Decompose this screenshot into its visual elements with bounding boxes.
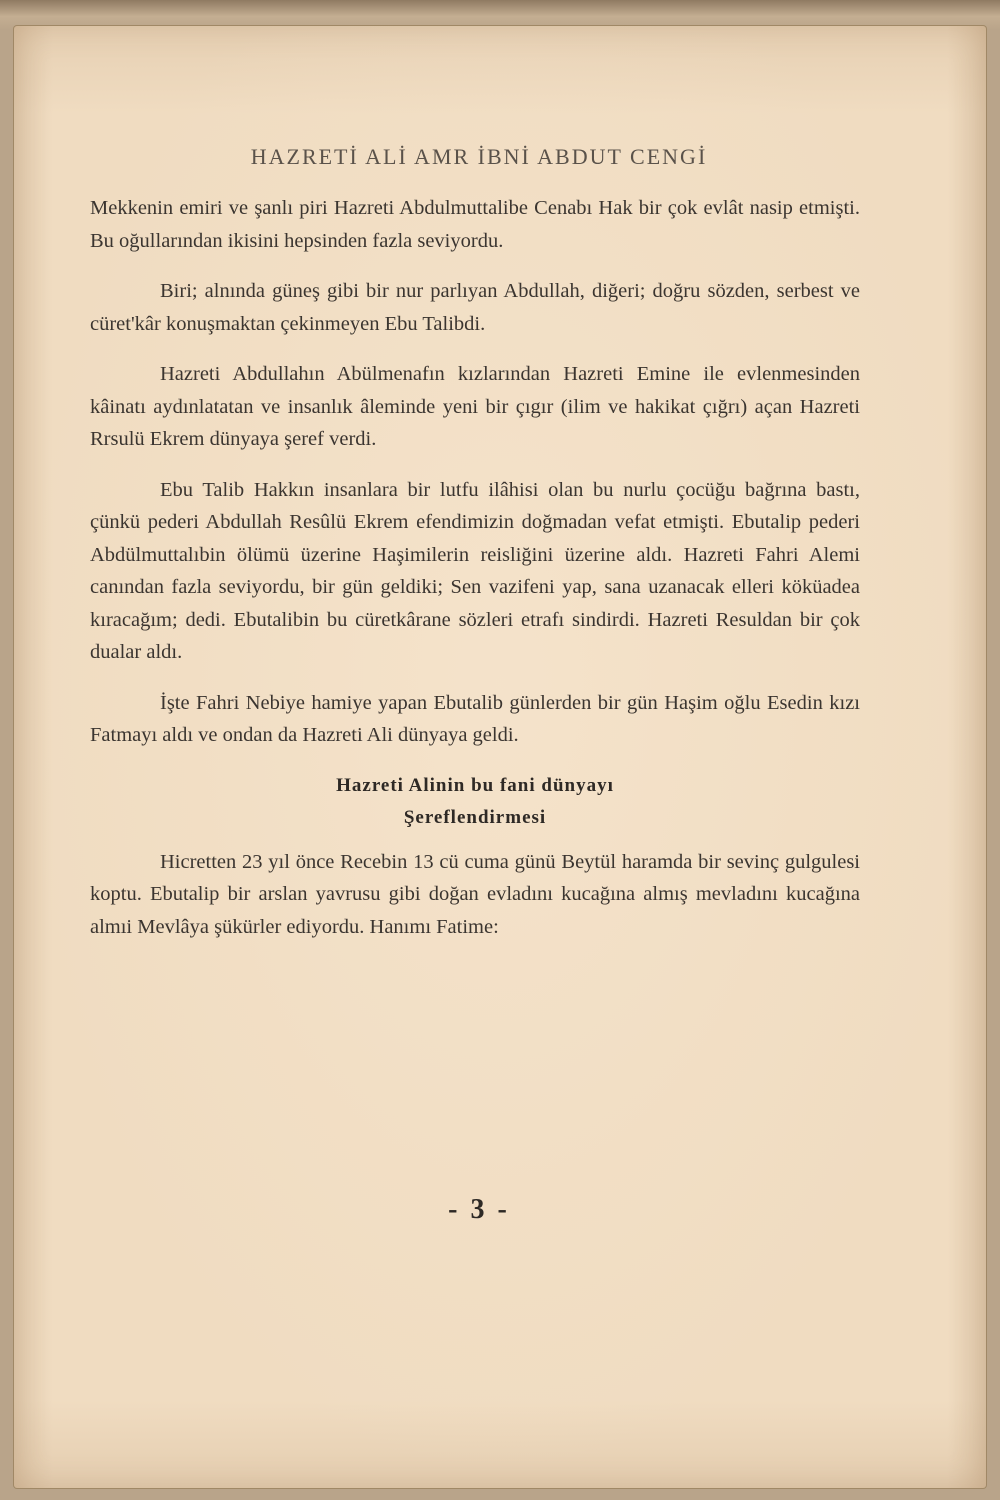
section-heading-line-1: Hazreti Alinin bu fani dünyayı xyxy=(336,774,614,796)
closing-paragraph: Hicretten 23 yıl önce Recebin 13 cü cuma günü Beytül haramda bir sevinç gulgulesi koptu. Ebutalip bir arslan yavrusu gibi doğan evladını kucağına almış mevladını kucağına almıi Mevlâya şükürler ediyordu. Hanımı Fatime: xyxy=(90,850,860,938)
page-number: - 3 - xyxy=(448,1194,510,1225)
body-text xyxy=(90,192,860,961)
paragraph-5: İşte Fahri Nebiye hamiye yapan Ebutalib günlerden bir gün Haşim oğlu Esedin kızı Fatmayı aldı ve ondan da Hazreti Ali dünyaya geldi. xyxy=(90,691,860,746)
running-title: HAZRETİ ALİ AMR İBNİ ABDUT CENGİ xyxy=(250,144,708,169)
section-heading-line-2: Şereflendirmesi xyxy=(403,806,547,828)
book-page xyxy=(14,26,986,1488)
paragraph-2: Biri; alnında güneş gibi bir nur parlıyan Abdullah, diğeri; doğru sözden, serbest ve cüret'kâr konuşmaktan çekinmeyen Ebu Talibdi. xyxy=(90,280,860,335)
paragraph-1: Mekkenin emiri ve şanlı piri Hazreti Abdulmuttalibe Cenabı Hak bir çok evlât nasip etmişti. Bu oğullarından ikisini hepsinden fazla seviyordu. xyxy=(90,197,860,252)
paragraph-3: Hazreti Abdullahın Abülmenafın kızlarından Hazreti Emine ile evlenmesinden kâinatı aydınlatatan ve insanlık âleminde yeni bir çıgır (ilim ve hakikat çığrı) açan Hazreti Rrsulü Ekrem dünyaya şeref verdi. xyxy=(90,363,860,450)
paragraph-4: Ebu Talib Hakkın insanlara bir lutfu ilâhisi olan bu nurlu çocüğu bağrına bastı, çünkü pederi Abdullah Resûlü Ekrem efendimizin doğmadan vefat etmişti. Ebutalip pederi Abdülmuttalıbin ölümü üzerine Haşimilerin reisliğini üzerine aldı. Hazreti Fahri Alemi canından fazla seviyordu, bir gün geldiki; Sen vazifeni yap, sana uzanacak elleri köküadea kıracağım; dedi. Ebutalibin bu cüretkârane sözleri etrafı sindirdi. Hazreti Resuldan bir çok dualar aldı. xyxy=(90,478,860,663)
section-heading xyxy=(90,770,860,834)
